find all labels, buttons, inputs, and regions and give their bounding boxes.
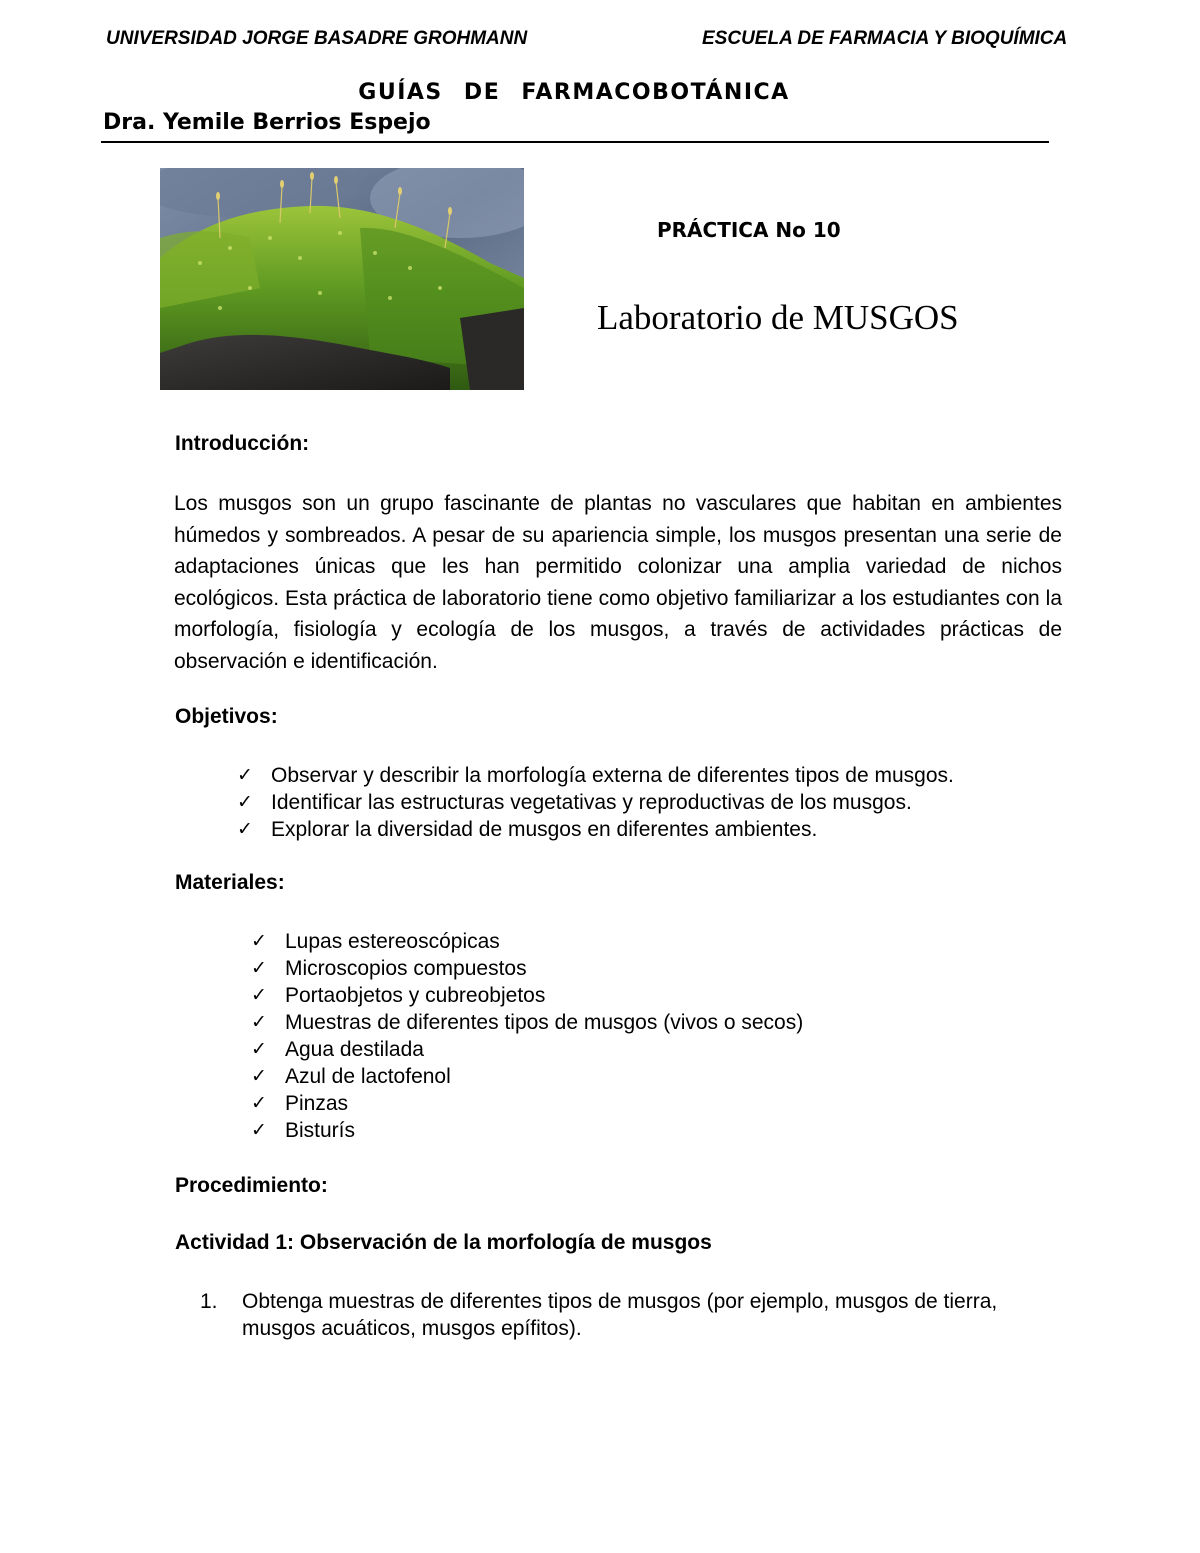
checkmark-icon: ✓ — [251, 1092, 267, 1114]
intro-heading: Introducción: — [175, 432, 310, 455]
objectives-list — [237, 762, 954, 843]
checkmark-icon: ✓ — [237, 791, 253, 813]
checkmark-icon: ✓ — [251, 957, 267, 979]
step-number: 1. — [200, 1290, 218, 1313]
checkmark-icon: ✓ — [251, 1011, 267, 1033]
activity-title: Actividad 1: Observación de la morfología de musgos — [175, 1231, 712, 1254]
checkmark-icon: ✓ — [237, 818, 253, 840]
checkmark-icon: ✓ — [251, 1065, 267, 1087]
header-university: UNIVERSIDAD JORGE BASADRE GROHMANN — [106, 28, 528, 49]
header-school: ESCUELA DE FARMACIA Y BIOQUÍMICA — [702, 28, 1068, 49]
lab-title: Laboratorio de MUSGOS — [597, 298, 959, 337]
objectives-heading: Objetivos: — [175, 705, 278, 728]
list-item: ✓ Lupas estereoscópicas — [251, 930, 500, 953]
guide-title: GUÍAS DE FARMACOBOTÁNICA — [358, 80, 790, 105]
practice-number: PRÁCTICA No 10 — [657, 218, 841, 242]
list-item: ✓ Azul de lactofenol — [251, 1065, 451, 1088]
list-item: ✓ Identificar las estructuras vegetativas y reproductivas de los musgos. — [237, 791, 912, 814]
checkmark-icon: ✓ — [251, 930, 267, 952]
author-name: Dra. Yemile Berrios Espejo — [103, 110, 431, 135]
list-item: ✓ Pinzas — [251, 1092, 349, 1115]
materials-heading: Materiales: — [175, 871, 285, 894]
intro-paragraph: Los musgos son un grupo fascinante de plantas no vasculares que habitan en ambientes húmedos y sombreados. A pesar de su apariencia simple, los musgos presentan una serie de adaptaciones únicas que les han permitido colonizar una amplia variedad de nichos ecológicos. Esta práctica de laboratorio tiene como objetivo familiarizar a los estudiantes con la morfología, fisiología y ecología de los musgos, a través de actividades prácticas de observación e identificación. — [174, 492, 1062, 673]
step-text: Obtenga muestras de diferentes tipos de musgos (por ejemplo, musgos de tierra, musgos acuáticos, musgos epífitos). — [242, 1290, 998, 1340]
procedure-heading: Procedimiento: — [175, 1174, 328, 1197]
materials-list — [251, 928, 804, 1144]
list-item: ✓ Portaobjetos y cubreobjetos — [251, 984, 546, 1007]
checkmark-icon: ✓ — [251, 1119, 267, 1141]
list-item: ✓ Observar y describir la morfología externa de diferentes tipos de musgos. — [237, 764, 954, 787]
checkmark-icon: ✓ — [251, 1038, 267, 1060]
moss-photo — [160, 168, 524, 390]
list-item: ✓ Microscopios compuestos — [251, 957, 527, 980]
checkmark-icon: ✓ — [237, 764, 253, 786]
list-item: ✓ Agua destilada — [251, 1038, 424, 1061]
header-rule — [101, 141, 1049, 143]
list-item: ✓ Muestras de diferentes tipos de musgos (vivos o secos) — [251, 1011, 804, 1034]
checkmark-icon: ✓ — [251, 984, 267, 1006]
list-item: ✓ Explorar la diversidad de musgos en diferentes ambientes. — [237, 818, 818, 841]
list-item: ✓ Bisturís — [251, 1119, 356, 1142]
